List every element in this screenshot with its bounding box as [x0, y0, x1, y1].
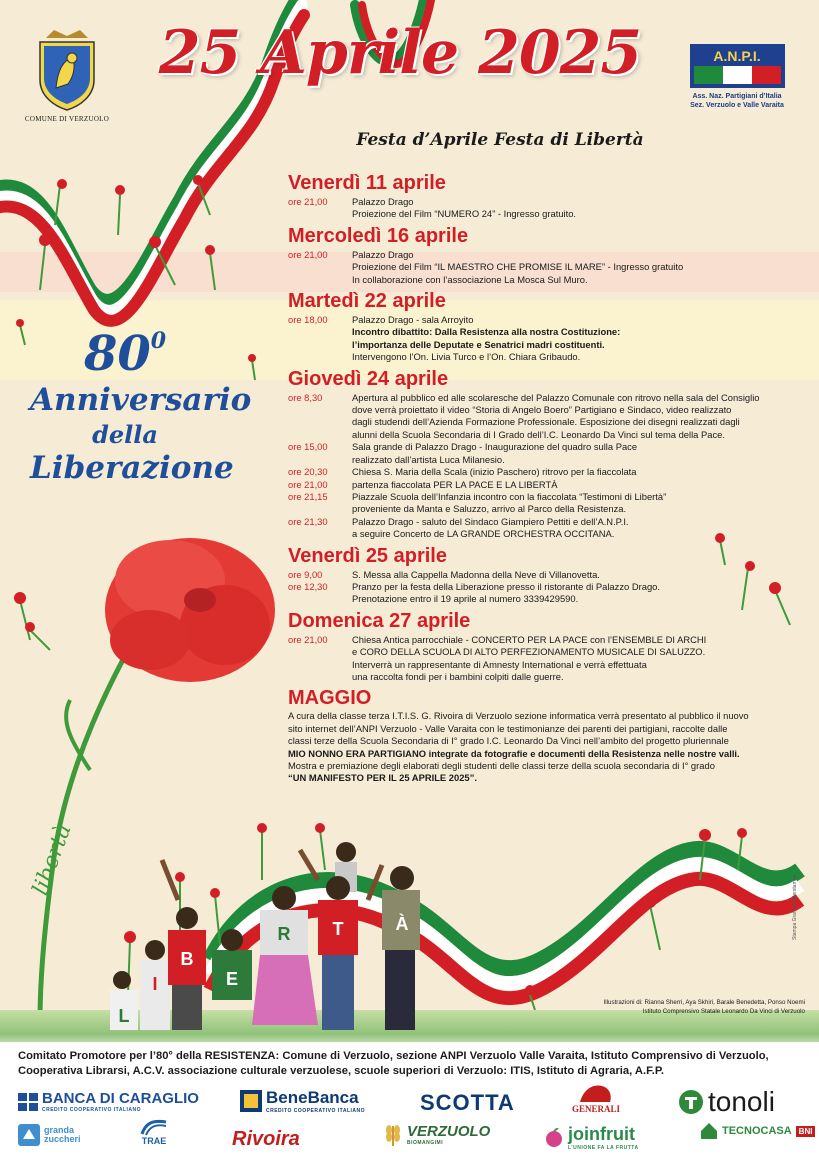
event-time: ore 21,00	[288, 248, 328, 260]
event-time: ore 20,30	[288, 466, 328, 478]
letter-a: À	[395, 914, 409, 934]
day-title: Domenica 27 aprile	[288, 609, 471, 632]
event-row	[288, 634, 793, 684]
event-time: ore 21,15	[288, 490, 328, 502]
event-row	[288, 479, 793, 491]
sponsor-verzuolo-biomangimi: VERZUOLO BIOMANGIMI	[383, 1122, 490, 1146]
sponsor-generali: GENERALI	[572, 1082, 620, 1114]
event-description: Palazzo Drago - sala Arroyito Incontro dibattito: Dalla Resistenza alla nostra Costituzione: l’importanza delle Deputate e Senatrici madri costituenti. Intervengono l’On. Livia Turco e l’On. Chiara Gribaudo.	[352, 314, 621, 363]
program-day	[288, 225, 793, 286]
program-day	[288, 610, 793, 684]
program-day	[288, 368, 793, 541]
maggio-title: MAGGIO	[288, 687, 372, 710]
granda-logo-icon	[18, 1124, 40, 1146]
event-row	[288, 491, 793, 516]
event-time: ore 8,30	[288, 391, 323, 403]
letter-l: L	[118, 1006, 130, 1026]
sponsor-granda-zuccheri: granda zuccheri	[18, 1124, 88, 1146]
letter-e: E	[225, 969, 239, 989]
program-day	[288, 545, 793, 606]
anniversary-number: $80^0$	[83, 326, 167, 382]
event-description: Sala grande di Palazzo Drago - Inaugurazione del quadro sulla Pace realizzato dall’artista Luca Milanesio.	[352, 441, 638, 465]
sponsor-banca-di-caraglio: BANCA DI CARAGLIO CREDITO COOPERATIVO ITALIANO	[18, 1090, 199, 1113]
event-description: Chiesa Antica parrocchiale - CONCERTO PER LA PACE con l’ENSEMBLE DI ARCHI e CORO DELLA SCUOLA DI ALTO PERFEZIONAMENTO MUSICALE DI SALUZZO. Interverrà un rappresentante di Amnesty International e verrà effettuata una raccolta fondi per i bambini colpiti dalle guerre.	[352, 633, 707, 682]
anpi-caption: Ass. Naz. Partigiani d’Italia Sez. Verzuolo e Valle Varaita	[690, 93, 784, 110]
event-time: ore 15,00	[288, 441, 328, 453]
sponsor-scotta: SCOTTA	[420, 1090, 515, 1115]
sponsor-benebanca: BeneBanca CREDITO COOPERATIVO ITALIANO	[240, 1088, 365, 1114]
event-time: ore 12,30	[288, 580, 328, 592]
event-time: ore 18,00	[288, 314, 328, 326]
event-description: Palazzo Drago - saluto del Sindaco Giampiero Pettiti e dell’A.N.P.I. a seguire Concerto de LA GRANDE ORCHESTRA OCCITANA.	[352, 515, 629, 540]
program-day	[288, 172, 793, 221]
sponsor-tecnocasa: TECNOCASA BNI	[700, 1122, 815, 1140]
wheat-icon	[383, 1122, 403, 1146]
day-title: Giovedì 24 aprile	[288, 367, 449, 390]
sponsor-trae: TRAE	[140, 1118, 168, 1146]
event-description: Palazzo Drago Proiezione del Film “NUMERO 24” - Ingresso gratuito.	[352, 196, 577, 220]
generali-lion-icon	[576, 1082, 616, 1104]
tonoli-logo-icon	[678, 1089, 704, 1115]
event-row	[288, 441, 793, 466]
day-title: Mercoledì 16 aprile	[288, 224, 469, 247]
trae-logo-icon	[140, 1118, 168, 1136]
children-illustration	[100, 840, 420, 1040]
event-description: Piazzale Scuola dell’Infanzia incontro con la fiaccolata “Testimoni di Libertà” proveniente da Manta e Saluzzo, arrivo al Parco della Resistenza.	[352, 490, 667, 515]
page-subtitle: Festa d’Aprile Festa di Libertà	[356, 130, 644, 150]
letter-t: T	[332, 919, 344, 939]
municipality-crest-icon	[34, 28, 100, 114]
letter-r: R	[277, 924, 291, 944]
event-row	[288, 516, 793, 541]
event-description: partenza fiaccolata PER LA PACE E LA LIBERTÀ	[352, 478, 558, 490]
event-row	[288, 314, 793, 364]
event-description: Chiesa S. Maria della Scala (inizio Paschero) ritrovo per la fiaccolata	[352, 466, 637, 478]
event-row	[288, 392, 793, 442]
event-description: Apertura al pubblico ed alle scolaresche del Palazzo Comunale con ritrovo nella sala del Consiglio dove verrà proiettato il video “Storia di Angelo Boero” Partigiano e Sindaco, video realizzato dagli studendi dell’Azienda Formazione Professionale. Esposizione dei disegni realizzati dagli alunni della Scuola Secondaria di I Grado dell’I.C. Leonardo Da Vinci sul tema della Pace.	[352, 391, 760, 440]
sponsor-rivoira: Rivoira	[232, 1128, 300, 1150]
event-row	[288, 466, 793, 478]
event-description: S. Messa alla Cappella Madonna della Neve di Villanovetta.	[352, 568, 600, 580]
promoting-committee: Comitato Promotore per l’80° della RESISTENZA: Comune di Verzuolo, sezione ANPI Verzuolo Valle Varaita, Istituto Comprensivo di Verzuolo, Cooperativa Librarsi, A.C.V. associazione culturale verzuolese, scuole superiori di Verzuolo: ITIS, Istituto di Agraria, A.F.P.	[18, 1050, 769, 1077]
event-time: ore 21,30	[288, 515, 328, 527]
benebanca-logo-icon	[240, 1090, 262, 1112]
event-row	[288, 569, 793, 581]
day-title: Venerdì 11 aprile	[288, 172, 446, 194]
anniversary-block	[30, 326, 252, 488]
fruit-icon	[544, 1128, 564, 1148]
poppy-flower	[105, 538, 275, 682]
event-time: ore 21,00	[288, 478, 328, 490]
municipality-caption: COMUNE DI VERZUOLO	[24, 115, 110, 123]
event-row	[288, 581, 793, 606]
event-description: Pranzo per la festa della Liberazione presso il ristorante di Palazzo Drago. Prenotazione entro il 19 aprile al numero 3339429590.	[352, 580, 660, 605]
event-time: ore 21,00	[288, 196, 328, 207]
illustration-credits: Illustrazioni di: Rianna Sherri, Aya Skhiri, Barale Benedetta, Ponso Noemi Istituto Comprensivo Statale Leonardo Da Vinci di Verzuolo	[603, 999, 805, 1015]
bni-badge: BNI	[796, 1126, 816, 1137]
caraglio-logo-icon	[18, 1093, 38, 1111]
letter-b: B	[180, 949, 194, 969]
printer-stamp: Stampa Grafiche Alterstampa	[792, 874, 798, 940]
sponsor-joinfruit: joinfruit L’UNIONE FA LA FRUTTA	[544, 1124, 639, 1151]
house-icon	[700, 1122, 718, 1140]
anniversary-line3: Liberazione	[30, 450, 234, 487]
sponsor-tonoli: tonoli	[678, 1086, 775, 1118]
event-time: ore 9,00	[288, 568, 323, 580]
program-day	[288, 290, 793, 364]
liberta-script: libertà	[28, 820, 77, 899]
anpi-logo-text: A.N.P.I.	[713, 48, 761, 64]
maggio-description: A cura della classe terza I.T.I.S. G. Rivoira di Verzuolo sezione informatica verrà presentato al pubblico il nuovo sito internet dell’ANPI Verzuolo - Valle Varaita con le testimonianze dei parenti dei partigiani, raccolte dalle classi terze della Scuola Secondaria di I° grado I.C. Leonardo Da Vinci nell’ambito del progetto pluriennale MIO NONNO ERA PARTIGIANO integrate da fotografie e documenti della Resistenza nelle nostre valli. Mostra e premiazione degli elaborati degli studenti delle classi terze della scuola secondaria di I° grado “UN MANIFESTO PER IL 25 APRILE 2025”.	[288, 710, 749, 784]
event-program	[288, 172, 793, 785]
day-title: Venerdì 25 aprile	[288, 544, 447, 567]
anniversary-line2: della	[92, 420, 158, 450]
event-time: ore 21,00	[288, 633, 328, 645]
page-title: 25 Aprile 2025	[158, 18, 642, 88]
event-row	[288, 196, 793, 221]
event-row	[288, 249, 793, 286]
anpi-logo-icon	[690, 44, 785, 88]
anniversary-line1: Anniversario	[30, 382, 252, 418]
event-description: Palazzo Drago Proiezione del Film “IL MAESTRO CHE PROMISE IL MARE” - Ingresso gratuito In collaborazione con l’associazione La Mosca Sul Muro.	[352, 248, 684, 285]
letter-i: I	[152, 974, 158, 994]
day-title: Martedì 22 aprile	[288, 290, 446, 313]
